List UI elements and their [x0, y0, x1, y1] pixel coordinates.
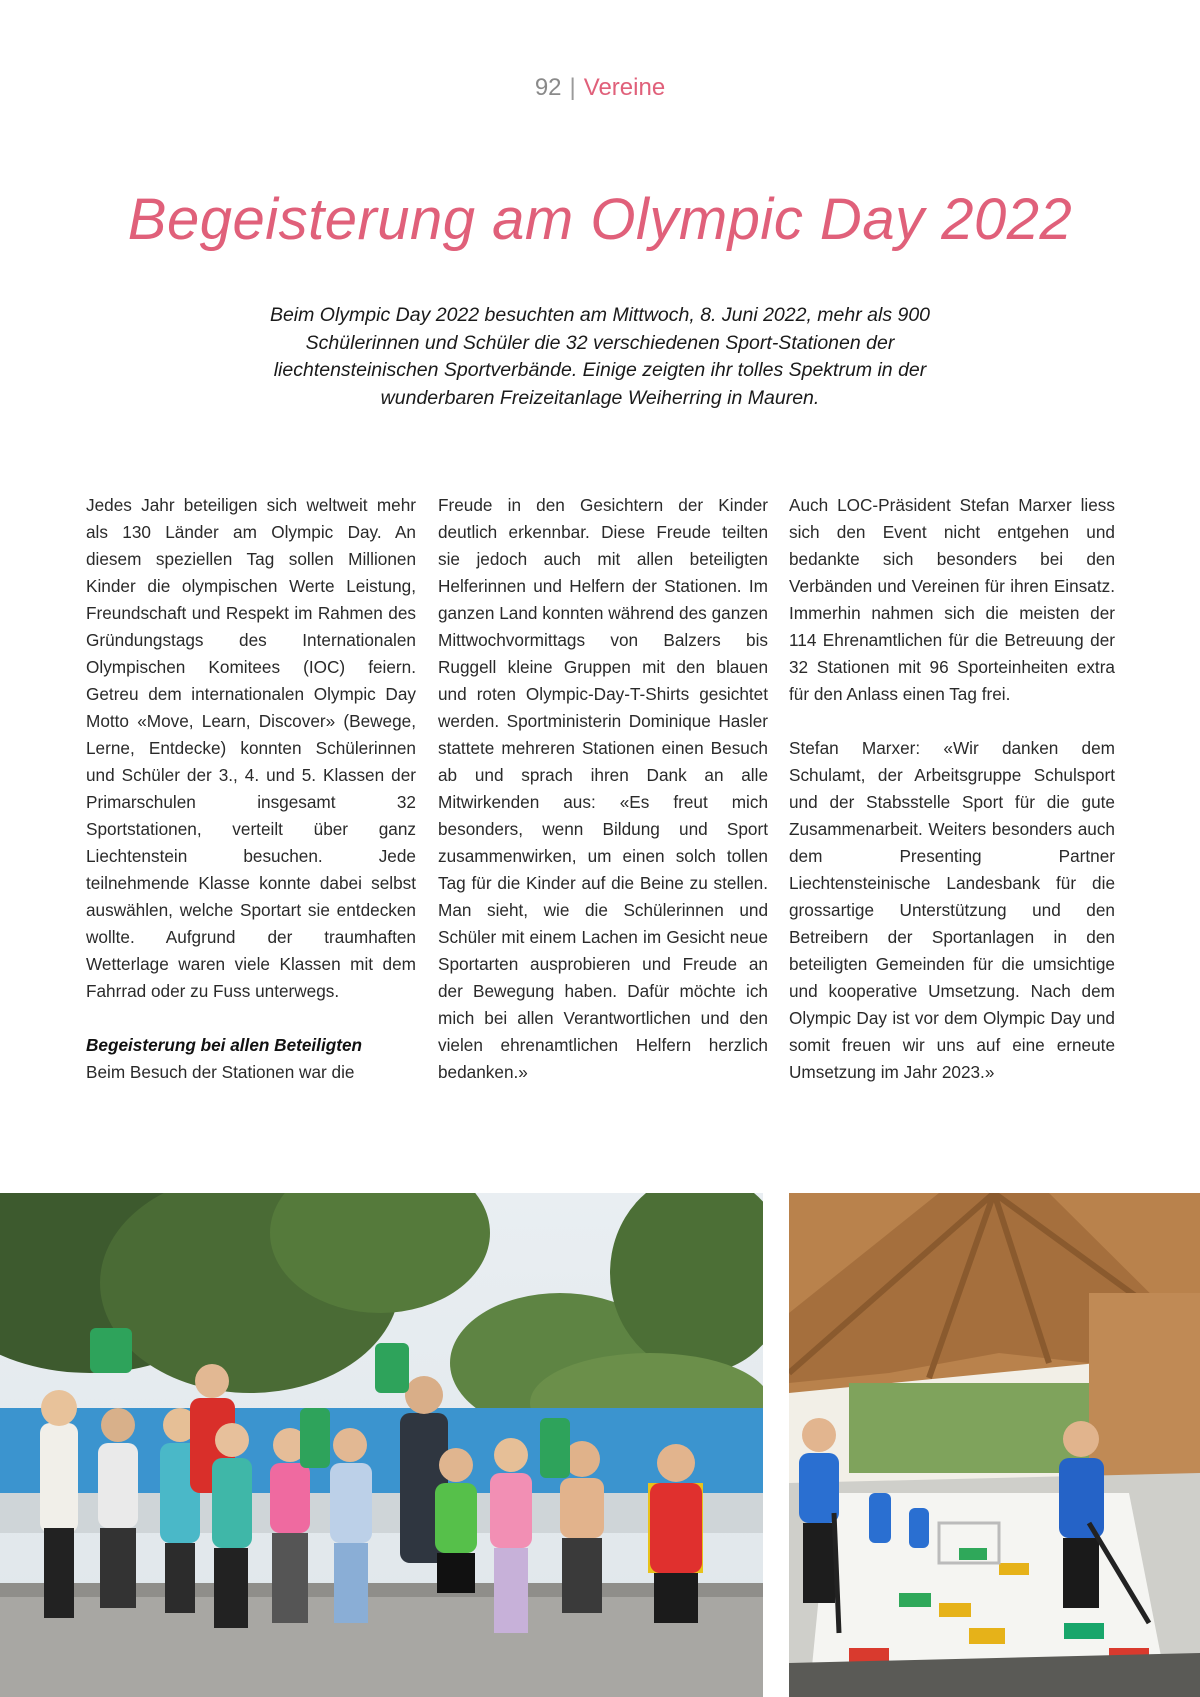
- article-lead: Beim Olympic Day 2022 besuchten am Mittwoch, 8. Juni 2022, mehr als 900 Schülerinnen und Schüler die 32 verschiedenen Sport-Stationen der liechtensteinischen Sportverbände. Einige zeigten ihr tolles Spektrum in der wunderbaren Freizeitanlage Weiherring in Mauren.: [269, 304, 931, 409]
- page-header: [0, 74, 1200, 102]
- header-separator: |: [569, 74, 576, 101]
- article-title: Begeisterung am Olympic Day 2022: [127, 187, 1073, 252]
- subheading: Begeisterung bei allen Beteiligten: [86, 1035, 363, 1055]
- text-column-1: [86, 492, 416, 1086]
- text-column-2: [438, 492, 768, 1086]
- paragraph: Stefan Marxer: «Wir danken dem Schulamt, der Arbeitsgruppe Schulsport und der Stabsstelle Sport für die gute Zusammenarbeit. Weiters besonders auch dem Presenting Partner Liechtensteinische Landesbank für die grossartige Unterstützung und den Betreibern der Sportanlagen in den beteiligten Gemeinden für die umsichtige und kooperative Umsetzung. Nach dem Olympic Day ist vor dem Olympic Day und somit freuen wir uns auf eine erneute Umsetzung im Jahr 2023.»: [789, 738, 1115, 1082]
- paragraph: Jedes Jahr beteiligen sich weltweit mehr als 130 Länder am Olympic Day. An diesem speziellen Tag sollen Millionen Kinder die olympischen Werte Leistung, Freundschaft und Respekt im Rahmen des Gründungstags des Internationalen Olympischen Komitees (IOC) feiern. Getreu dem internationalen Olympic Day Motto «Move, Learn, Discover» (Bewege, Lerne, Entdecke) konnten Schülerinnen und Schüler der 3., 4. und 5. Klassen der Primarschulen insgesamt 32 Sportstationen, verteilt über ganz Liechtenstein besuchen. Jede teilnehmende Klasse konnte dabei selbst auswählen, welche Sportart sie entdecken wollte. Aufgrund der traumhaften Wetterlage waren viele Klassen mit dem Fahrrad oder zu Fuss unterwegs.: [86, 495, 416, 1001]
- photo-floorball-pavilion: [789, 1193, 1200, 1697]
- section-name: Vereine: [583, 74, 666, 101]
- paragraph: Beim Besuch der Stationen war die: [86, 1062, 355, 1082]
- text-column-3: [789, 492, 1115, 1086]
- page-number: 92: [534, 74, 562, 101]
- paragraph: Auch LOC-Präsident Stefan Marxer liess sich den Event nicht entgehen und bedankte sich besonders bei den Verbänden und Vereinen für ihren Einsatz. Immerhin nahmen sich die meisten der 114 Ehrenamtlichen für die Betreuung der 32 Stationen mit 96 Sporteinheiten extra für den Anlass einen Tag frei.: [789, 495, 1115, 704]
- photo-children-group: [0, 1193, 763, 1697]
- paragraph: Freude in den Gesichtern der Kinder deutlich erkennbar. Diese Freude teilten sie jedoch auch mit allen beteiligten Helferinnen und Helfern der Stationen. Im ganzen Land konnten während des ganzen Mittwochvormittags von Balzers bis Ruggell kleine Gruppen mit den blauen und roten Olympic-Day-T-Shirts gesichtet werden. Sportministerin Dominique Hasler stattete mehreren Stationen einen Besuch ab und sprach ihren Dank an alle Mitwirkenden aus: «Es freut mich besonders, wenn Bildung und Sport zusammenwirken, um einen solch tollen Tag für die Kinder auf die Beine zu stellen. Man sieht, wie die Schülerinnen und Schüler mit einem Lachen im Gesicht neue Sportarten ausprobieren und Freude an der Bewegung haben. Dafür möchte ich mich bei allen Verantwortlichen und den vielen ehrenamtlichen Helfern herzlich bedanken.»: [438, 495, 768, 1082]
